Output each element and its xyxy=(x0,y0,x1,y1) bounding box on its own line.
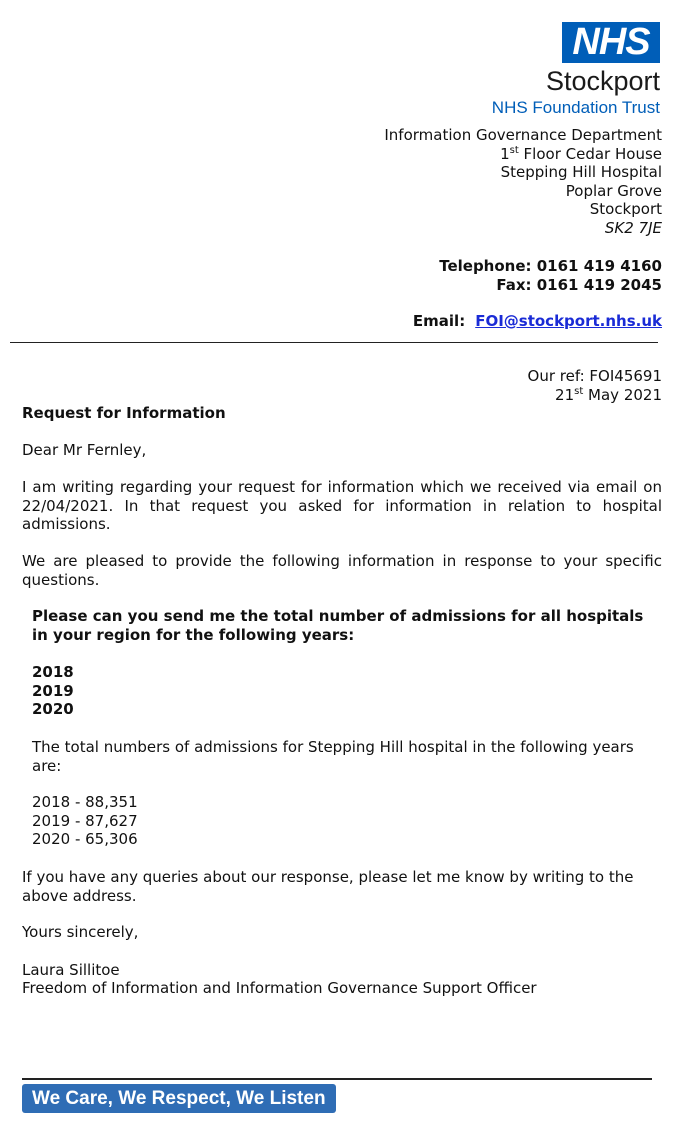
fax: Fax: 0161 419 2045 xyxy=(496,275,662,294)
request-question: Please can you send me the total number of admissions for all hospitals in your region for the following years: xyxy=(32,607,644,644)
answer-item: 2020 - 65,306 xyxy=(32,830,138,849)
paragraph-provide: We are pleased to provide the following information in response to your specific questions. xyxy=(22,552,662,589)
nhs-logo: NHS xyxy=(562,22,660,63)
signatory-name: Laura Sillitoe xyxy=(22,961,120,979)
signatory-title: Freedom of Information and Information Governance Support Officer xyxy=(22,979,537,997)
org-name: Stockport xyxy=(545,66,660,96)
address-line: 1st Floor Cedar House xyxy=(500,144,662,163)
footer-divider xyxy=(22,1078,652,1080)
sender-address xyxy=(384,126,662,238)
email-link[interactable]: FOI@stockport.nhs.uk xyxy=(475,312,662,330)
paragraph-queries: If you have any queries about our response, please let me know by writing to the above address. xyxy=(22,868,634,905)
telephone: Telephone: 0161 419 4160 xyxy=(439,257,662,275)
year-item: 2020 xyxy=(32,700,74,719)
address-line: Stepping Hill Hospital xyxy=(500,163,662,182)
contact-numbers xyxy=(439,257,662,294)
footer-slogan: We Care, We Respect, We Listen xyxy=(22,1084,336,1113)
header-divider xyxy=(10,342,658,343)
answer-list xyxy=(32,793,660,849)
reference-block xyxy=(528,367,662,404)
address-postcode: SK2 7JE xyxy=(604,218,662,237)
letter-heading: Request for Information xyxy=(22,404,226,422)
trust-name: NHS Foundation Trust xyxy=(491,98,660,117)
answer-intro: The total numbers of admissions for Stepping Hill hospital in the following years are: xyxy=(32,738,634,775)
requested-years xyxy=(32,663,660,719)
email-label: Email: xyxy=(412,312,466,330)
address-line: Stockport xyxy=(589,200,662,219)
salutation: Dear Mr Fernley, xyxy=(22,441,147,459)
letter-date: 21st May 2021 xyxy=(555,385,662,404)
year-item: 2019 xyxy=(32,681,74,700)
our-ref: Our ref: FOI45691 xyxy=(527,367,662,385)
address-line: Information Governance Department xyxy=(384,126,662,144)
year-item: 2018 xyxy=(32,663,74,681)
answer-item: 2019 - 87,627 xyxy=(32,811,138,830)
answer-item: 2018 - 88,351 xyxy=(32,793,138,811)
paragraph-intro: I am writing regarding your request for information which we received via email on 22/04/2021. In that request you asked for information in relation to hospital admissions. xyxy=(22,478,662,534)
email-row xyxy=(413,312,662,331)
closing: Yours sincerely, xyxy=(22,923,139,941)
address-line: Poplar Grove xyxy=(565,181,662,200)
